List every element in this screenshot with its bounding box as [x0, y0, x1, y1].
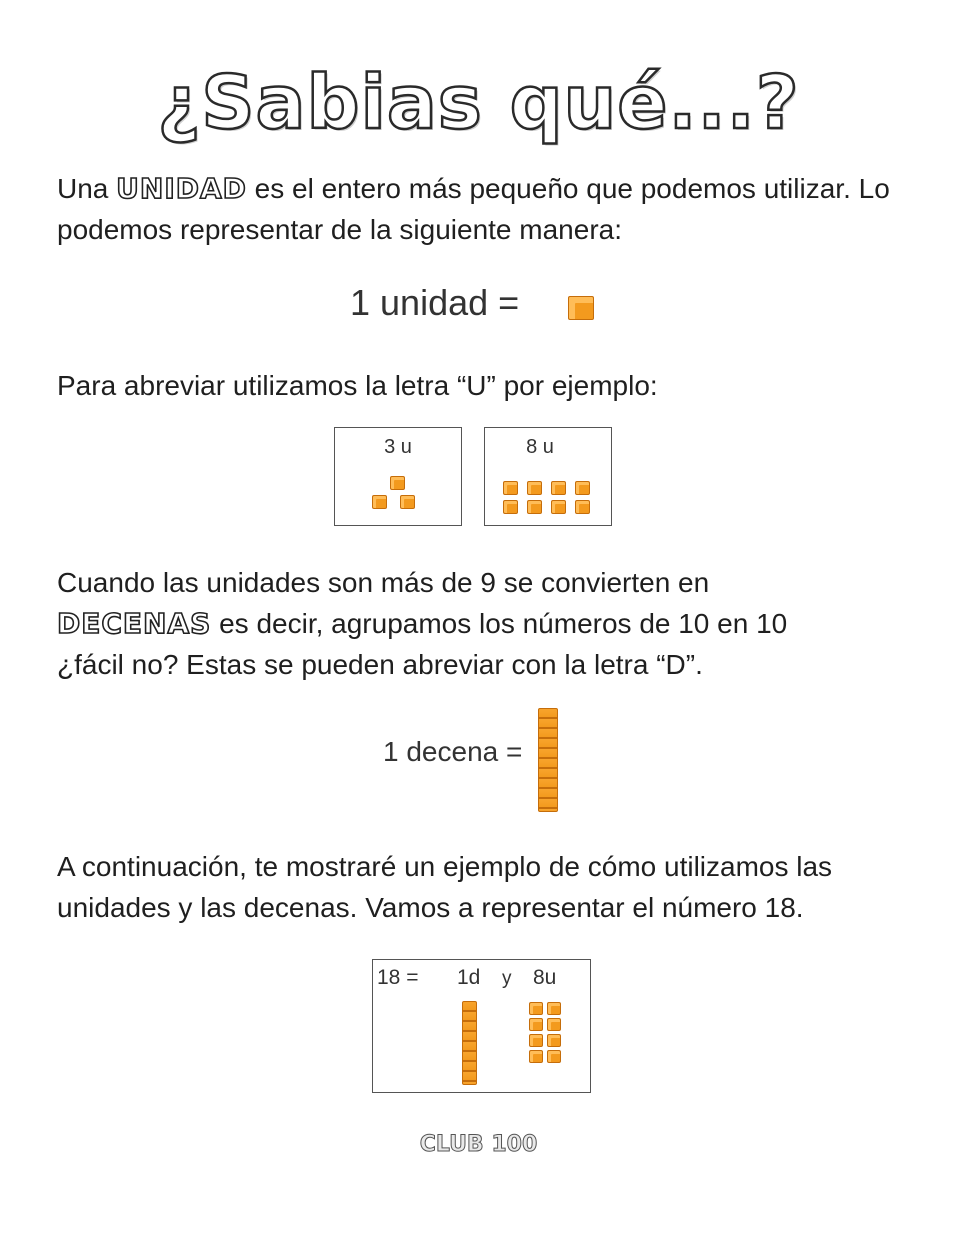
decenas-line-2-text: es decir, agrupamos los números de 10 en 10: [211, 608, 788, 639]
orange-ten-rod-icon: [538, 708, 558, 812]
example-conjunction: y: [502, 968, 512, 989]
unit-figure: [350, 282, 610, 332]
unidad-intro-text: Una: [57, 173, 117, 204]
unit-cube-icon: [372, 495, 387, 509]
example-18-figure: [372, 959, 591, 1093]
unit-cube-icon: [390, 476, 405, 490]
orange-cube-icon: [568, 296, 594, 320]
unit-cube-icon: [529, 1050, 543, 1063]
unit-cube-icon: [529, 1002, 543, 1015]
footer-brand: CLUB 100: [419, 1132, 538, 1157]
abbreviation-paragraph: Para abreviar utilizamos la letra “U” por ejemplo:: [57, 370, 658, 401]
unit-cube-icon: [547, 1002, 561, 1015]
unit-cube-icon: [551, 481, 566, 495]
decenas-line-1: Cuando las unidades son más de 9 se convierten en: [57, 567, 710, 598]
unit-cube-icon: [575, 500, 590, 514]
unit-cube-icon: [529, 1018, 543, 1031]
unit-example-3u: [334, 427, 462, 526]
example-number-label: 18 =: [377, 966, 419, 989]
unit-example-label: 3 u: [384, 436, 412, 458]
unit-cube-icon: [547, 1034, 561, 1047]
unit-cube-icon: [551, 500, 566, 514]
unit-example-label: 8 u: [526, 436, 554, 458]
unit-cube-icon: [529, 1034, 543, 1047]
unit-cube-icon: [575, 481, 590, 495]
unit-example-8u: [484, 427, 612, 526]
page-title: ¿Sabias qué...?: [157, 60, 800, 146]
unit-cube-icon: [547, 1050, 561, 1063]
decenas-line-2: [57, 603, 907, 644]
unidad-paragraph: [57, 168, 907, 250]
example-units-label: 8u: [533, 966, 557, 989]
unit-cube-icon: [400, 495, 415, 509]
unit-figure-label: 1 unidad =: [350, 282, 520, 323]
ten-figure-label: 1 decena =: [383, 736, 523, 767]
example-paragraph: A continuación, te mostraré un ejemplo de cómo utilizamos las unidades y las decenas. Vamos a representar el número 18.: [57, 851, 833, 923]
unit-cube-icon: [503, 500, 518, 514]
unit-cube-icon: [547, 1018, 561, 1031]
ten-figure: [383, 706, 583, 814]
unit-cube-icon: [527, 481, 542, 495]
decenas-highlight-word: DECENAS: [57, 607, 212, 640]
orange-ten-rod-icon: [462, 1001, 477, 1085]
decenas-paragraph: [57, 562, 907, 685]
example-tens-label: 1d: [457, 966, 481, 989]
unidad-highlight-word: UNIDAD: [116, 172, 247, 205]
unit-cube-icon: [503, 481, 518, 495]
unidad-definition-text: es el entero más pequeño que podemos utilizar. Lo podemos representar de la siguiente manera:: [57, 173, 890, 245]
unit-cube-icon: [527, 500, 542, 514]
decenas-line-3: ¿fácil no? Estas se pueden abreviar con la letra “D”.: [57, 649, 703, 680]
